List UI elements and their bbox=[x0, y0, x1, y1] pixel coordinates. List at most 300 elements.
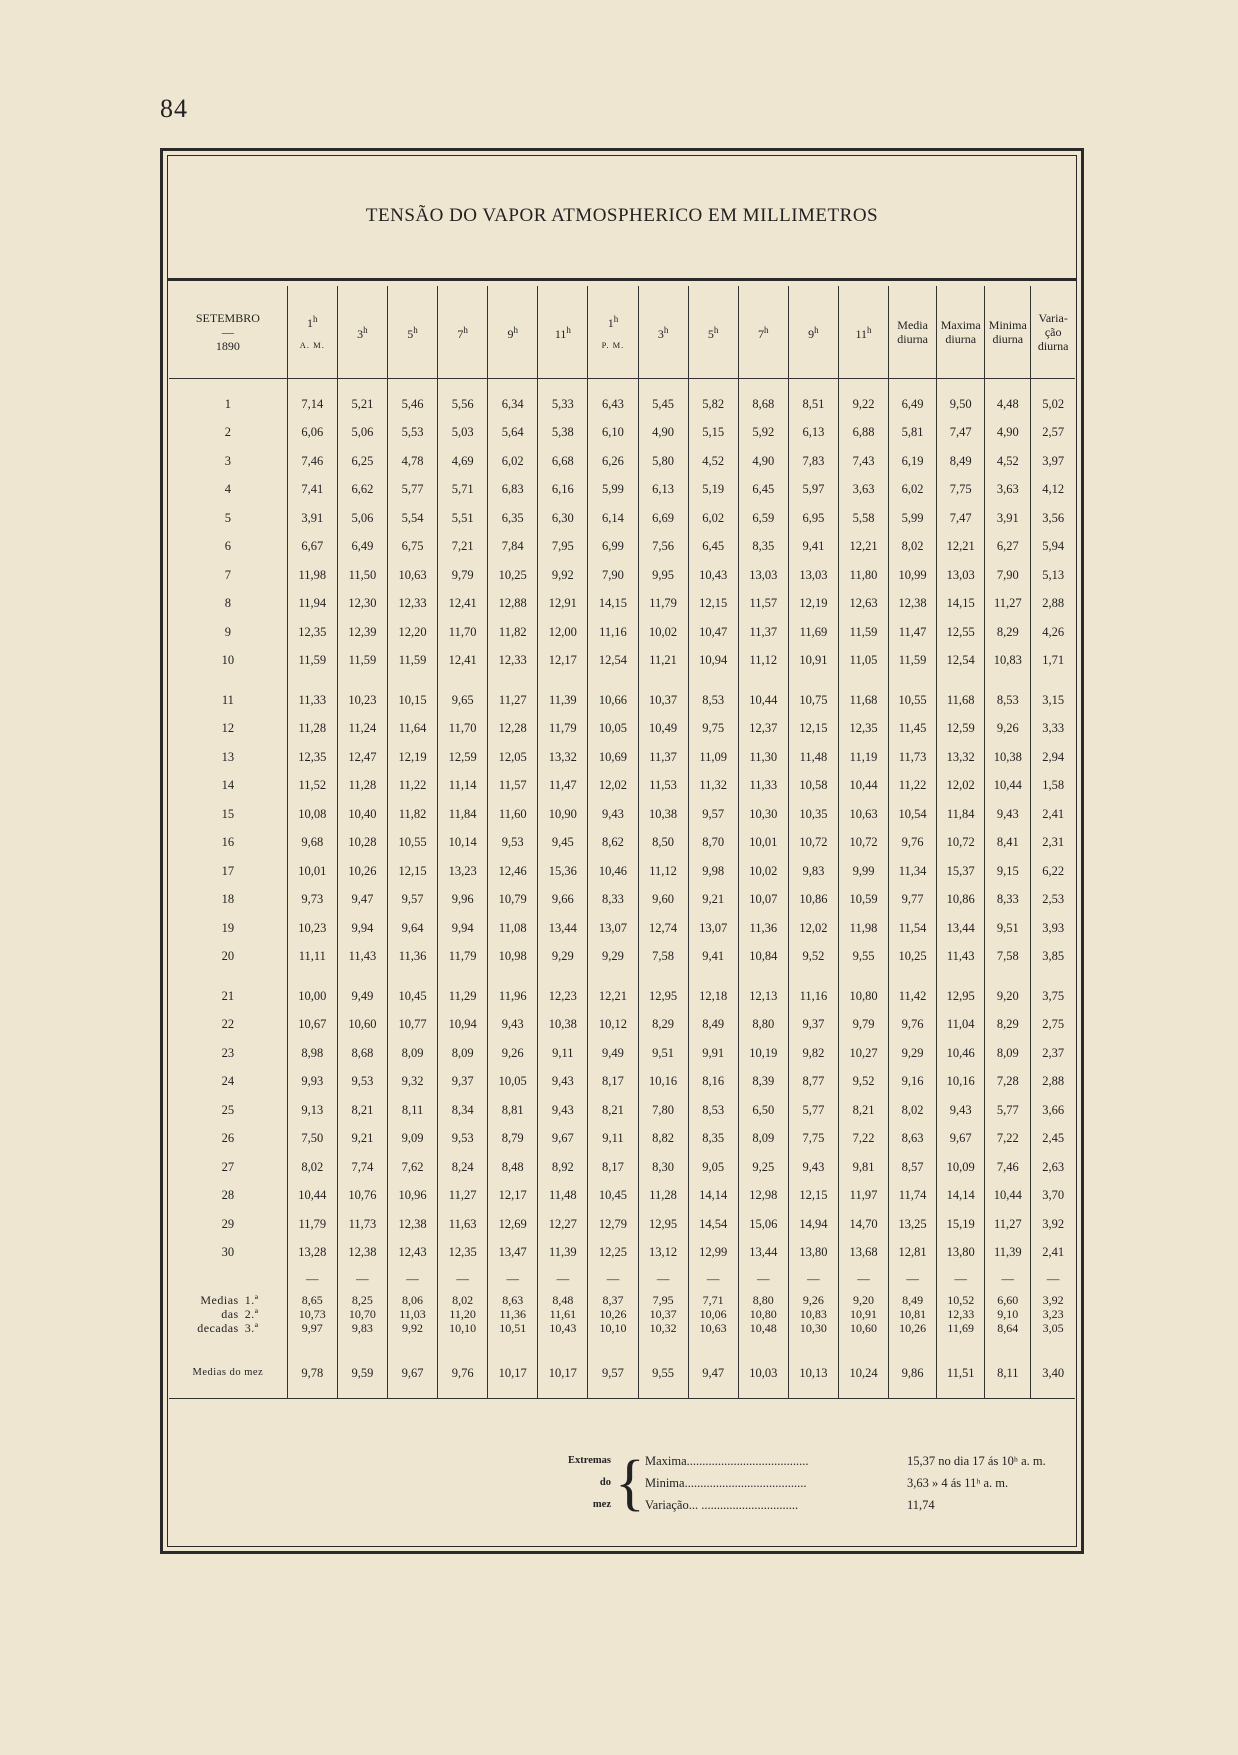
value-cell: 9,83 bbox=[788, 857, 838, 886]
value-cell: 10,98 bbox=[488, 943, 538, 972]
value-cell: 11,43 bbox=[337, 943, 387, 972]
value-cell: 7,21 bbox=[438, 533, 488, 562]
value-cell: 4,90 bbox=[738, 447, 788, 476]
value-cell: 8,35 bbox=[738, 533, 788, 562]
value-cell: 11,11 bbox=[287, 943, 337, 972]
table-row bbox=[169, 618, 1075, 647]
value-cell: 9,45 bbox=[538, 829, 588, 858]
brace-icon: { bbox=[615, 1449, 645, 1517]
value-cell: 7,47 bbox=[937, 504, 985, 533]
value-cell: 6,99 bbox=[588, 533, 638, 562]
dash-cell: — bbox=[688, 1267, 738, 1291]
value-cell: 9,43 bbox=[538, 1096, 588, 1125]
value-cell: 5,81 bbox=[889, 419, 937, 448]
value-cell: 11,68 bbox=[838, 686, 888, 715]
value-cell: 8,33 bbox=[985, 886, 1031, 915]
value-cell: 12,27 bbox=[538, 1210, 588, 1239]
value-cell: 7,84 bbox=[488, 533, 538, 562]
header-hour-10: 7$^h$ bbox=[738, 286, 788, 379]
value-cell: 10,15 bbox=[387, 686, 437, 715]
value-cell: 9,91 bbox=[688, 1039, 738, 1068]
value-cell: 8,29 bbox=[985, 618, 1031, 647]
value-cell: 12,15 bbox=[688, 590, 738, 619]
table-row bbox=[169, 561, 1075, 590]
value-cell: 6,68 bbox=[538, 447, 588, 476]
value-cell: 7,46 bbox=[287, 447, 337, 476]
value-cell: 8,70 bbox=[688, 829, 738, 858]
value-cell: 12,19 bbox=[788, 590, 838, 619]
value-cell: 15,19 bbox=[937, 1210, 985, 1239]
value-cell: 12,46 bbox=[488, 857, 538, 886]
value-cell: 11,59 bbox=[287, 647, 337, 676]
header-hour-8: 3$^h$ bbox=[638, 286, 688, 379]
table-row bbox=[169, 476, 1075, 505]
decada-cell: 9,20 10,91 10,60 bbox=[838, 1291, 888, 1337]
value-cell: 10,94 bbox=[438, 1011, 488, 1040]
value-cell: 9,82 bbox=[788, 1039, 838, 1068]
value-cell: 11,74 bbox=[889, 1182, 937, 1211]
header-maxima: Maxima diurna bbox=[937, 286, 985, 379]
value-cell: 12,38 bbox=[889, 590, 937, 619]
value-cell: 8,68 bbox=[738, 390, 788, 419]
header-row bbox=[169, 286, 1075, 379]
value-cell: 4,90 bbox=[638, 419, 688, 448]
value-cell: 5,77 bbox=[387, 476, 437, 505]
day-cell: 21 bbox=[169, 982, 287, 1011]
value-cell: 10,23 bbox=[287, 914, 337, 943]
value-cell: 6,45 bbox=[738, 476, 788, 505]
value-cell: 10,09 bbox=[937, 1153, 985, 1182]
value-cell: 2,45 bbox=[1042, 1131, 1065, 1146]
value-cell: 10,90 bbox=[538, 800, 588, 829]
value-cell: 7,58 bbox=[638, 943, 688, 972]
value-cell: 8,21 bbox=[337, 1096, 387, 1125]
value-cell: 3,66 bbox=[1042, 1102, 1065, 1117]
value-cell: 6,26 bbox=[588, 447, 638, 476]
mez-cell: 10,17 bbox=[538, 1348, 588, 1399]
value-cell: 12,98 bbox=[738, 1182, 788, 1211]
table-row bbox=[169, 1039, 1075, 1068]
value-cell: 12,79 bbox=[588, 1210, 638, 1239]
mez-cell: 10,17 bbox=[488, 1348, 538, 1399]
value-cell: 5,92 bbox=[738, 419, 788, 448]
table-row bbox=[169, 943, 1075, 972]
value-cell: 9,15 bbox=[985, 857, 1031, 886]
value-cell: 11,79 bbox=[438, 943, 488, 972]
value-cell: 12,25 bbox=[588, 1239, 638, 1268]
value-cell: 11,27 bbox=[985, 590, 1031, 619]
table-row bbox=[169, 1153, 1075, 1182]
value-cell: 13,80 bbox=[937, 1239, 985, 1268]
value-cell: 10,01 bbox=[738, 829, 788, 858]
value-cell: 11,42 bbox=[889, 982, 937, 1011]
value-cell: 9,73 bbox=[287, 886, 337, 915]
value-cell: 2,88 bbox=[1042, 1074, 1065, 1089]
decada-cell: 8,02 11,20 10,10 bbox=[438, 1291, 488, 1337]
day-cell: 19 bbox=[169, 914, 287, 943]
value-cell: 4,48 bbox=[985, 390, 1031, 419]
decada-cell: 9,26 10,83 10,30 bbox=[788, 1291, 838, 1337]
day-cell: 3 bbox=[169, 447, 287, 476]
value-cell: 10,44 bbox=[985, 772, 1031, 801]
value-cell: 7,74 bbox=[337, 1153, 387, 1182]
value-cell: 6,49 bbox=[889, 390, 937, 419]
spacer-row bbox=[169, 675, 1075, 686]
value-cell: 9,57 bbox=[387, 886, 437, 915]
value-cell: 8,09 bbox=[985, 1039, 1031, 1068]
header-hour-4: 7$^h$ bbox=[438, 286, 488, 379]
value-cell: 8,41 bbox=[985, 829, 1031, 858]
value-cell: 7,50 bbox=[287, 1125, 337, 1154]
value-cell: 3,63 bbox=[838, 476, 888, 505]
value-cell: 13,80 bbox=[788, 1239, 838, 1268]
day-cell: 12 bbox=[169, 715, 287, 744]
value-cell: 6,19 bbox=[889, 447, 937, 476]
mez-cell: 9,55 bbox=[638, 1348, 688, 1399]
value-cell: 9,67 bbox=[937, 1125, 985, 1154]
value-cell: 12,35 bbox=[438, 1239, 488, 1268]
value-cell: 11,94 bbox=[287, 590, 337, 619]
value-cell: 9,49 bbox=[337, 982, 387, 1011]
value-cell: 11,57 bbox=[738, 590, 788, 619]
value-cell: 1,71 bbox=[1042, 653, 1065, 668]
value-cell: 11,53 bbox=[638, 772, 688, 801]
day-cell: 14 bbox=[169, 772, 287, 801]
value-cell: 3,56 bbox=[1042, 510, 1065, 525]
table-row bbox=[169, 857, 1075, 886]
value-cell: 13,03 bbox=[788, 561, 838, 590]
value-cell: 3,63 bbox=[985, 476, 1031, 505]
value-cell: 9,11 bbox=[588, 1125, 638, 1154]
value-cell: 11,59 bbox=[387, 647, 437, 676]
value-cell: 10,45 bbox=[387, 982, 437, 1011]
value-cell: 12,02 bbox=[937, 772, 985, 801]
value-cell: 13,32 bbox=[937, 743, 985, 772]
value-cell: 9,51 bbox=[638, 1039, 688, 1068]
value-cell: 10,08 bbox=[287, 800, 337, 829]
value-cell: 9,92 bbox=[538, 561, 588, 590]
value-cell: 5,97 bbox=[788, 476, 838, 505]
value-cell: 11,48 bbox=[788, 743, 838, 772]
value-cell: 9,29 bbox=[588, 943, 638, 972]
value-cell: 6,59 bbox=[738, 504, 788, 533]
value-cell: 12,95 bbox=[937, 982, 985, 1011]
value-cell: 10,72 bbox=[937, 829, 985, 858]
value-cell: 11,43 bbox=[937, 943, 985, 972]
value-cell: 12,15 bbox=[387, 857, 437, 886]
value-cell: 10,45 bbox=[588, 1182, 638, 1211]
table-row bbox=[169, 1182, 1075, 1211]
value-cell: 10,84 bbox=[738, 943, 788, 972]
value-cell: 7,22 bbox=[838, 1125, 888, 1154]
value-cell: 10,47 bbox=[688, 618, 738, 647]
value-cell: 10,77 bbox=[387, 1011, 437, 1040]
value-cell: 11,34 bbox=[889, 857, 937, 886]
value-cell: 11,12 bbox=[638, 857, 688, 886]
value-cell: 13,68 bbox=[838, 1239, 888, 1268]
value-cell: 12,18 bbox=[688, 982, 738, 1011]
day-cell: 1 bbox=[169, 390, 287, 419]
value-cell: 10,63 bbox=[838, 800, 888, 829]
dash-cell: — bbox=[1046, 1271, 1060, 1286]
day-cell: 18 bbox=[169, 886, 287, 915]
value-cell: 11,84 bbox=[438, 800, 488, 829]
value-cell: 9,94 bbox=[438, 914, 488, 943]
header-hour-11: 9$^h$ bbox=[788, 286, 838, 379]
value-cell: 10,14 bbox=[438, 829, 488, 858]
value-cell: 11,80 bbox=[838, 561, 888, 590]
value-cell: 8,80 bbox=[738, 1011, 788, 1040]
value-cell: 6,14 bbox=[588, 504, 638, 533]
value-cell: 5,82 bbox=[688, 390, 738, 419]
header-month: SETEMBRO — 1890 bbox=[169, 286, 287, 379]
value-cell: 12,69 bbox=[488, 1210, 538, 1239]
value-cell: 11,16 bbox=[588, 618, 638, 647]
value-cell: 10,96 bbox=[387, 1182, 437, 1211]
value-cell: 8,98 bbox=[287, 1039, 337, 1068]
value-cell: 11,98 bbox=[287, 561, 337, 590]
table-row bbox=[169, 800, 1075, 829]
dash-cell: — bbox=[889, 1267, 937, 1291]
value-cell: 6,88 bbox=[838, 419, 888, 448]
value-cell: 8,57 bbox=[889, 1153, 937, 1182]
value-cell: 8,09 bbox=[387, 1039, 437, 1068]
value-cell: 10,79 bbox=[488, 886, 538, 915]
decada-cell: 3,92 3,23 3,05 bbox=[1042, 1293, 1064, 1335]
value-cell: 9,29 bbox=[538, 943, 588, 972]
value-cell: 11,22 bbox=[387, 772, 437, 801]
value-cell: 9,26 bbox=[985, 715, 1031, 744]
vapor-tension-table bbox=[169, 286, 1075, 1399]
value-cell: 10,40 bbox=[337, 800, 387, 829]
value-cell: 6,62 bbox=[337, 476, 387, 505]
value-cell: 7,22 bbox=[985, 1125, 1031, 1154]
value-cell: 11,39 bbox=[985, 1239, 1031, 1268]
value-cell: 6,50 bbox=[738, 1096, 788, 1125]
value-cell: 5,58 bbox=[838, 504, 888, 533]
value-cell: 5,77 bbox=[788, 1096, 838, 1125]
value-cell: 11,12 bbox=[738, 647, 788, 676]
value-cell: 9,13 bbox=[287, 1096, 337, 1125]
value-cell: 9,16 bbox=[889, 1068, 937, 1097]
value-cell: 9,37 bbox=[438, 1068, 488, 1097]
value-cell: 9,64 bbox=[387, 914, 437, 943]
value-cell: 10,00 bbox=[287, 982, 337, 1011]
value-cell: 12,13 bbox=[738, 982, 788, 1011]
value-cell: 9,79 bbox=[838, 1011, 888, 1040]
day-cell: 29 bbox=[169, 1210, 287, 1239]
value-cell: 9,99 bbox=[838, 857, 888, 886]
value-cell: 11,68 bbox=[937, 686, 985, 715]
table-body bbox=[169, 379, 1075, 1399]
value-cell: 9,79 bbox=[438, 561, 488, 590]
value-cell: 10,27 bbox=[838, 1039, 888, 1068]
value-cell: 12,47 bbox=[337, 743, 387, 772]
day-cell: 30 bbox=[169, 1239, 287, 1268]
value-cell: 13,28 bbox=[287, 1239, 337, 1268]
value-cell: 8,77 bbox=[788, 1068, 838, 1097]
value-cell: 8,50 bbox=[638, 829, 688, 858]
value-cell: 9,09 bbox=[387, 1125, 437, 1154]
value-cell: 13,03 bbox=[937, 561, 985, 590]
value-cell: 5,53 bbox=[387, 419, 437, 448]
value-cell: 12,41 bbox=[438, 590, 488, 619]
value-cell: 8,30 bbox=[638, 1153, 688, 1182]
value-cell: 14,14 bbox=[688, 1182, 738, 1211]
value-cell: 11,82 bbox=[488, 618, 538, 647]
value-cell: 8,35 bbox=[688, 1125, 738, 1154]
value-cell: 12,15 bbox=[788, 715, 838, 744]
extremas-block bbox=[169, 1450, 1075, 1520]
value-cell: 10,35 bbox=[788, 800, 838, 829]
value-cell: 11,29 bbox=[438, 982, 488, 1011]
value-cell: 11,39 bbox=[538, 686, 588, 715]
mez-cell: 10,24 bbox=[838, 1348, 888, 1399]
value-cell: 8,53 bbox=[985, 686, 1031, 715]
value-cell: 9,93 bbox=[287, 1068, 337, 1097]
value-cell: 10,19 bbox=[738, 1039, 788, 1068]
value-cell: 12,33 bbox=[387, 590, 437, 619]
value-cell: 8,29 bbox=[638, 1011, 688, 1040]
value-cell: 10,23 bbox=[337, 686, 387, 715]
value-cell: 10,16 bbox=[937, 1068, 985, 1097]
value-cell: 6,43 bbox=[588, 390, 638, 419]
value-cell: 11,59 bbox=[838, 618, 888, 647]
value-cell: 10,38 bbox=[985, 743, 1031, 772]
day-cell: 2 bbox=[169, 419, 287, 448]
dash-cell: — bbox=[337, 1267, 387, 1291]
value-cell: 10,02 bbox=[638, 618, 688, 647]
value-cell: 9,26 bbox=[488, 1039, 538, 1068]
value-cell: 11,36 bbox=[738, 914, 788, 943]
value-cell: 7,28 bbox=[985, 1068, 1031, 1097]
value-cell: 10,05 bbox=[588, 715, 638, 744]
value-cell: 7,75 bbox=[937, 476, 985, 505]
value-cell: 4,52 bbox=[688, 447, 738, 476]
value-cell: 12,23 bbox=[538, 982, 588, 1011]
value-cell: 8,29 bbox=[985, 1011, 1031, 1040]
mez-cell: 8,11 bbox=[985, 1348, 1031, 1399]
value-cell: 14,54 bbox=[688, 1210, 738, 1239]
value-cell: 12,59 bbox=[937, 715, 985, 744]
table-row bbox=[169, 647, 1075, 676]
value-cell: 5,77 bbox=[985, 1096, 1031, 1125]
value-cell: 11,14 bbox=[438, 772, 488, 801]
value-cell: 9,76 bbox=[889, 829, 937, 858]
day-cell: 9 bbox=[169, 618, 287, 647]
value-cell: 14,94 bbox=[788, 1210, 838, 1239]
value-cell: 3,75 bbox=[1042, 988, 1065, 1003]
value-cell: 2,41 bbox=[1042, 1245, 1065, 1260]
value-cell: 11,59 bbox=[337, 647, 387, 676]
value-cell: 13,03 bbox=[738, 561, 788, 590]
value-cell: 9,65 bbox=[438, 686, 488, 715]
value-cell: 12,21 bbox=[588, 982, 638, 1011]
value-cell: 10,49 bbox=[638, 715, 688, 744]
header-hour-5: 9$^h$ bbox=[488, 286, 538, 379]
value-cell: 12,39 bbox=[337, 618, 387, 647]
value-cell: 10,76 bbox=[337, 1182, 387, 1211]
value-cell: 11,64 bbox=[387, 715, 437, 744]
value-cell: 10,91 bbox=[788, 647, 838, 676]
dash-cell: — bbox=[638, 1267, 688, 1291]
value-cell: 12,20 bbox=[387, 618, 437, 647]
value-cell: 14,15 bbox=[937, 590, 985, 619]
decada-cell: 7,71 10,06 10,63 bbox=[688, 1291, 738, 1337]
value-cell: 8,17 bbox=[588, 1153, 638, 1182]
value-cell: 9,41 bbox=[688, 943, 738, 972]
mez-cell: 9,78 bbox=[287, 1348, 337, 1399]
value-cell: 10,75 bbox=[788, 686, 838, 715]
value-cell: 3,33 bbox=[1042, 721, 1065, 736]
value-cell: 7,41 bbox=[287, 476, 337, 505]
day-cell: 11 bbox=[169, 686, 287, 715]
value-cell: 12,95 bbox=[638, 982, 688, 1011]
table-row bbox=[169, 419, 1075, 448]
value-cell: 9,47 bbox=[337, 886, 387, 915]
value-cell: 11,82 bbox=[387, 800, 437, 829]
value-cell: 12,99 bbox=[688, 1239, 738, 1268]
table-row bbox=[169, 1125, 1075, 1154]
value-cell: 5,03 bbox=[438, 419, 488, 448]
value-cell: 11,33 bbox=[738, 772, 788, 801]
value-cell: 5,02 bbox=[1042, 396, 1065, 411]
value-cell: 10,86 bbox=[937, 886, 985, 915]
value-cell: 11,54 bbox=[889, 914, 937, 943]
medias-decadas-label: Medias das decadas 1.ª 2.ª 3.ª bbox=[169, 1291, 287, 1337]
value-cell: 11,05 bbox=[838, 647, 888, 676]
header-hour-6: 11$^h$ bbox=[538, 286, 588, 379]
extremas-variacao: Variação... ............................... 11,74 bbox=[645, 1498, 935, 1512]
header-variacao: Varia- ção diurna bbox=[1031, 286, 1075, 379]
value-cell: 7,14 bbox=[287, 390, 337, 419]
day-cell: 23 bbox=[169, 1039, 287, 1068]
value-cell: 14,70 bbox=[838, 1210, 888, 1239]
value-cell: 8,49 bbox=[688, 1011, 738, 1040]
value-cell: 10,38 bbox=[638, 800, 688, 829]
decada-cell: 8,37 10,26 10,10 bbox=[588, 1291, 638, 1337]
value-cell: 11,09 bbox=[688, 743, 738, 772]
value-cell: 10,63 bbox=[387, 561, 437, 590]
header-hour-1: 1$^h$ A. M. bbox=[287, 286, 337, 379]
value-cell: 11,27 bbox=[438, 1182, 488, 1211]
spacer-row bbox=[169, 971, 1075, 982]
medias-mez-row bbox=[169, 1348, 1075, 1399]
value-cell: 5,99 bbox=[588, 476, 638, 505]
value-cell: 8,39 bbox=[738, 1068, 788, 1097]
value-cell: 10,44 bbox=[838, 772, 888, 801]
spacer-row bbox=[169, 1337, 1075, 1348]
dash-cell: — bbox=[588, 1267, 638, 1291]
value-cell: 3,91 bbox=[985, 504, 1031, 533]
value-cell: 5,13 bbox=[1042, 567, 1065, 582]
value-cell: 5,54 bbox=[387, 504, 437, 533]
value-cell: 6,69 bbox=[638, 504, 688, 533]
day-cell: 28 bbox=[169, 1182, 287, 1211]
value-cell: 9,94 bbox=[337, 914, 387, 943]
value-cell: 12,21 bbox=[937, 533, 985, 562]
value-cell: 4,26 bbox=[1042, 624, 1065, 639]
value-cell: 10,28 bbox=[337, 829, 387, 858]
table-row bbox=[169, 390, 1075, 419]
value-cell: 10,59 bbox=[838, 886, 888, 915]
value-cell: 12,02 bbox=[588, 772, 638, 801]
value-cell: 11,70 bbox=[438, 618, 488, 647]
value-cell: 9,11 bbox=[538, 1039, 588, 1068]
value-cell: 13,44 bbox=[538, 914, 588, 943]
value-cell: 9,37 bbox=[788, 1011, 838, 1040]
value-cell: 9,95 bbox=[638, 561, 688, 590]
